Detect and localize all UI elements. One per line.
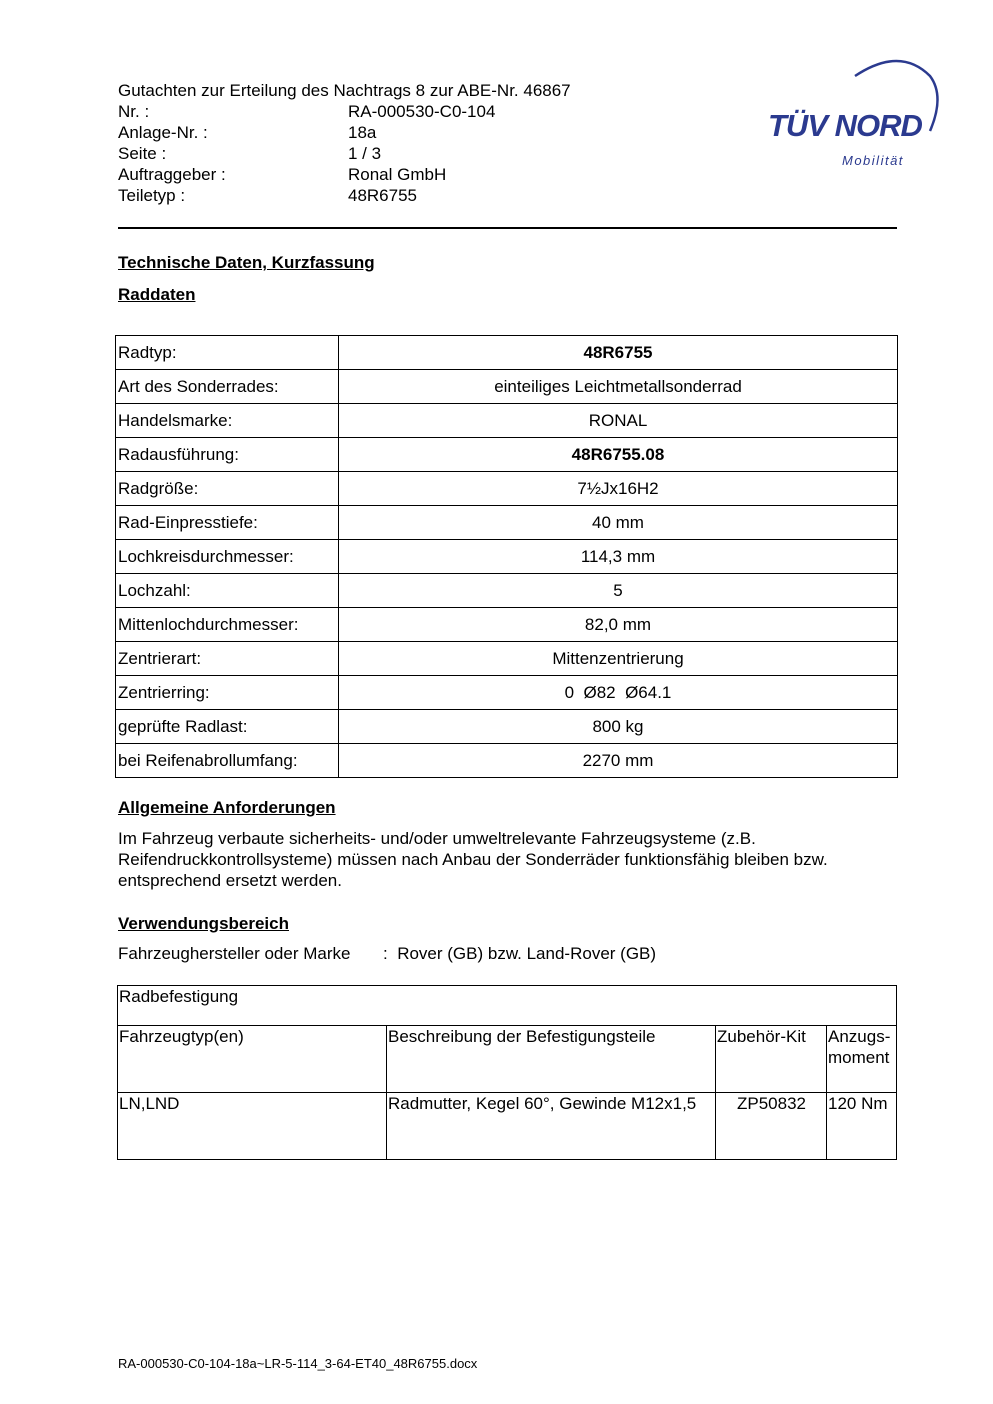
header-value: 1 / 3: [348, 144, 382, 163]
row-label: geprüfte Radlast:: [116, 710, 339, 744]
row-value: 800 kg: [339, 710, 898, 744]
row-value: RONAL: [339, 404, 898, 438]
table-cell: 120 Nm: [827, 1093, 897, 1160]
row-value: 48R6755: [339, 336, 898, 370]
table-row: [116, 744, 898, 778]
row-value: 7½Jx16H2: [339, 472, 898, 506]
row-label: Lochkreisdurchmesser:: [116, 540, 339, 574]
svg-text:TÜV NORD: TÜV NORD: [768, 108, 922, 143]
row-label: Lochzahl:: [116, 574, 339, 608]
table-title: Radbefestigung: [118, 986, 897, 1026]
header-value: 48R6755: [348, 186, 418, 205]
table-row: [118, 1093, 897, 1160]
table-row: [116, 506, 898, 540]
row-value: Mittenzentrierung: [339, 642, 898, 676]
row-value: 114,3 mm: [339, 540, 898, 574]
row-value: 48R6755.08: [339, 438, 898, 472]
row-label: Mittenlochdurchmesser:: [116, 608, 339, 642]
header-row-seite: [118, 143, 718, 164]
usage-separator: :: [383, 944, 388, 963]
header-value: RA-000530-C0-104: [348, 102, 496, 121]
header-row-nr: [118, 101, 718, 122]
table-row: [116, 676, 898, 710]
row-label: Radausführung:: [116, 438, 339, 472]
header-row-auftraggeber: [118, 164, 718, 185]
row-label: bei Reifenabrollumfang:: [116, 744, 339, 778]
row-value: 0 Ø82 Ø64.1: [339, 676, 898, 710]
column-header: Beschreibung der Befestigungsteile: [387, 1026, 716, 1093]
row-value: 2270 mm: [339, 744, 898, 778]
table-row: [116, 540, 898, 574]
table-header-row: [118, 1026, 897, 1093]
row-label: Radtyp:: [116, 336, 339, 370]
row-value: 40 mm: [339, 506, 898, 540]
section-heading-usage: Verwendungsbereich: [118, 914, 289, 933]
row-label: Zentrierart:: [116, 642, 339, 676]
row-label: Radgröße:: [116, 472, 339, 506]
section-heading-technical: Technische Daten, Kurzfassung: [118, 253, 375, 272]
section-heading-raddaten: Raddaten: [118, 285, 196, 304]
usage-value: Rover (GB) bzw. Land-Rover (GB): [397, 944, 657, 963]
row-label: Rad-Einpresstiefe:: [116, 506, 339, 540]
header-label: Seite :: [118, 144, 167, 163]
table-row: [116, 404, 898, 438]
table-row: [116, 710, 898, 744]
row-value: 5: [339, 574, 898, 608]
header-row-teiletyp: [118, 185, 718, 206]
row-label: Zentrierring:: [116, 676, 339, 710]
column-header: Anzugs-moment: [827, 1026, 897, 1093]
table-row: [116, 336, 898, 370]
row-value: 82,0 mm: [339, 608, 898, 642]
table-cell: ZP50832: [716, 1093, 827, 1160]
general-requirements-text: Im Fahrzeug verbaute sicherheits- und/oder umweltrelevante Fahrzeugsysteme (z.B. Reifendruckkontrollsysteme) müssen nach Anbau der Sonderräder funktionsfähig bleiben bzw. entsprechend ersetzt werden.: [118, 829, 828, 890]
tuv-nord-logo: [760, 56, 950, 176]
header-value: Ronal GmbH: [348, 165, 447, 184]
table-row: [116, 472, 898, 506]
header-label: Anlage-Nr. :: [118, 123, 208, 142]
table-row: [116, 370, 898, 404]
table-row: [116, 438, 898, 472]
column-header: Fahrzeugtyp(en): [118, 1026, 387, 1093]
table-row: [116, 574, 898, 608]
document-footer: RA-000530-C0-104-18a~LR-5-114_3-64-ET40_48R6755.docx: [118, 1356, 478, 1371]
column-header: Zubehör-Kit: [716, 1026, 827, 1093]
usage-line: [118, 943, 656, 964]
header-row-anlage: [118, 122, 718, 143]
header-label: Auftraggeber :: [118, 165, 226, 184]
header-label: Teiletyp :: [118, 186, 186, 205]
row-label: Handelsmarke:: [116, 404, 339, 438]
row-label: Art des Sonderrades:: [116, 370, 339, 404]
table-cell: LN,LND: [118, 1093, 387, 1160]
document-header: [118, 80, 718, 206]
header-label: Nr. :: [118, 102, 150, 121]
wheel-data-table: [115, 335, 898, 778]
header-value: 18a: [348, 123, 377, 142]
section-heading-general: Allgemeine Anforderungen: [118, 798, 336, 817]
table-title-row: [118, 986, 897, 1026]
row-value: einteiliges Leichtmetallsonderrad: [339, 370, 898, 404]
mounting-table: [117, 985, 897, 1160]
header-divider: [118, 227, 897, 229]
usage-label: Fahrzeughersteller oder Marke: [118, 944, 351, 963]
svg-text:Mobilität: Mobilität: [842, 153, 904, 168]
tuv-nord-logo-graphic: [760, 56, 950, 176]
table-row: [116, 608, 898, 642]
table-row: [116, 642, 898, 676]
table-cell: Radmutter, Kegel 60°, Gewinde M12x1,5: [387, 1093, 716, 1160]
document-title: Gutachten zur Erteilung des Nachtrags 8 zur ABE-Nr. 46867: [118, 81, 571, 100]
